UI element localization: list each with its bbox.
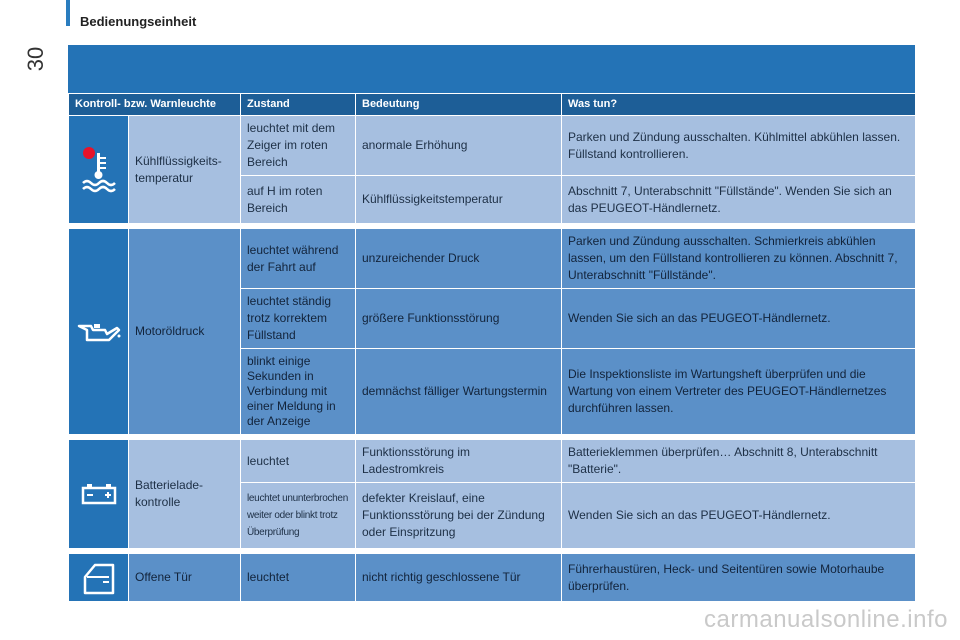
- table-row: [69, 440, 916, 483]
- bedeutung-cell: anormale Erhöhung: [356, 116, 562, 176]
- zustand-cell: leuchtet während der Fahrt auf: [241, 229, 356, 289]
- watermark: carmanualsonline.info: [704, 606, 948, 633]
- oil-label: [129, 229, 241, 435]
- battery-icon: [81, 483, 117, 505]
- oil-icon-cell: [69, 229, 129, 435]
- coolant-label: [129, 116, 241, 224]
- header-was-tun: Was tun?: [562, 94, 916, 116]
- section-title: Bedienungseinheit: [80, 14, 197, 29]
- header-zustand: Zustand: [241, 94, 356, 116]
- bedeutung-cell: defekter Kreislauf, eine Funktionsstörung bei der Zündung oder Einspritzung: [356, 483, 562, 549]
- battery-icon-cell: [69, 440, 129, 549]
- zustand-cell: blinkt einige Sekunden in Verbindung mit einer Meldung in der Anzeige: [241, 349, 356, 435]
- bedeutung-cell: Kühlflüssigkeitstemperatur: [356, 176, 562, 224]
- door-icon-cell: [69, 554, 129, 602]
- was-tun-cell: Führerhaustüren, Heck- und Seitentüren sowie Motorhaube überprüfen.: [562, 554, 916, 602]
- group-label: Motoröldruck: [135, 324, 205, 338]
- section-marker: [66, 0, 70, 26]
- group-label: Kühlflüssigkeits- temperatur: [135, 153, 222, 185]
- coolant-temperature-icon: [79, 145, 119, 195]
- bedeutung-cell: größere Funktionsstörung: [356, 289, 562, 349]
- group-label: Offene Tür: [135, 570, 192, 584]
- battery-label: [129, 440, 241, 549]
- open-door-icon: [81, 561, 117, 595]
- zustand-cell: leuchtet: [241, 440, 356, 483]
- bedeutung-cell: demnächst fälliger Wartungstermin: [356, 349, 562, 435]
- table-banner: [68, 45, 915, 93]
- header-bedeutung: Bedeutung: [356, 94, 562, 116]
- door-label: [129, 554, 241, 602]
- was-tun-cell: Parken und Zündung ausschalten. Schmierkreis abkühlen lassen, um den Füllstand kontrollieren zu können. Abschnitt 7, Unterabschnitt "Füllstände".: [562, 229, 916, 289]
- zustand-cell: leuchtet mit dem Zeiger im roten Bereich: [241, 116, 356, 176]
- table-row: [69, 229, 916, 289]
- table-row: [69, 116, 916, 176]
- table-row: [69, 554, 916, 602]
- zustand-cell: leuchtet ununterbrochen weiter oder blinkt trotz Überprüfung: [241, 483, 356, 549]
- was-tun-cell: Batterieklemmen überprüfen… Abschnitt 8, Unterabschnitt "Batterie".: [562, 440, 916, 483]
- coolant-icon-cell: [69, 116, 129, 224]
- bedeutung-cell: Funktionsstörung im Ladestromkreis: [356, 440, 562, 483]
- bedeutung-cell: unzureichender Druck: [356, 229, 562, 289]
- was-tun-cell: Abschnitt 7, Unterabschnitt "Füllstände". Wenden Sie sich an das PEUGEOT-Händlernetz.: [562, 176, 916, 224]
- table-header-row: [69, 94, 916, 116]
- warning-lights-table: [68, 93, 916, 602]
- zustand-cell: leuchtet ständig trotz korrektem Füllstand: [241, 289, 356, 349]
- was-tun-cell: Parken und Zündung ausschalten. Kühlmittel abkühlen lassen. Füllstand kontrollieren.: [562, 116, 916, 176]
- header-kontrollleuchte: Kontroll- bzw. Warnleuchte: [69, 94, 241, 116]
- zustand-cell: auf H im roten Bereich: [241, 176, 356, 224]
- was-tun-cell: Die Inspektionsliste im Wartungsheft überprüfen und die Wartung von einem Vertreter des PEUGEOT-Händlernetzes durchführen lassen.: [562, 349, 916, 435]
- was-tun-cell: Wenden Sie sich an das PEUGEOT-Händlernetz.: [562, 289, 916, 349]
- was-tun-cell: Wenden Sie sich an das PEUGEOT-Händlernetz.: [562, 483, 916, 549]
- bedeutung-cell: nicht richtig geschlossene Tür: [356, 554, 562, 602]
- page-number: 30: [23, 46, 48, 72]
- zustand-cell: leuchtet: [241, 554, 356, 602]
- oil-can-icon: [77, 320, 121, 344]
- group-label: Batterielade- kontrolle: [135, 478, 204, 509]
